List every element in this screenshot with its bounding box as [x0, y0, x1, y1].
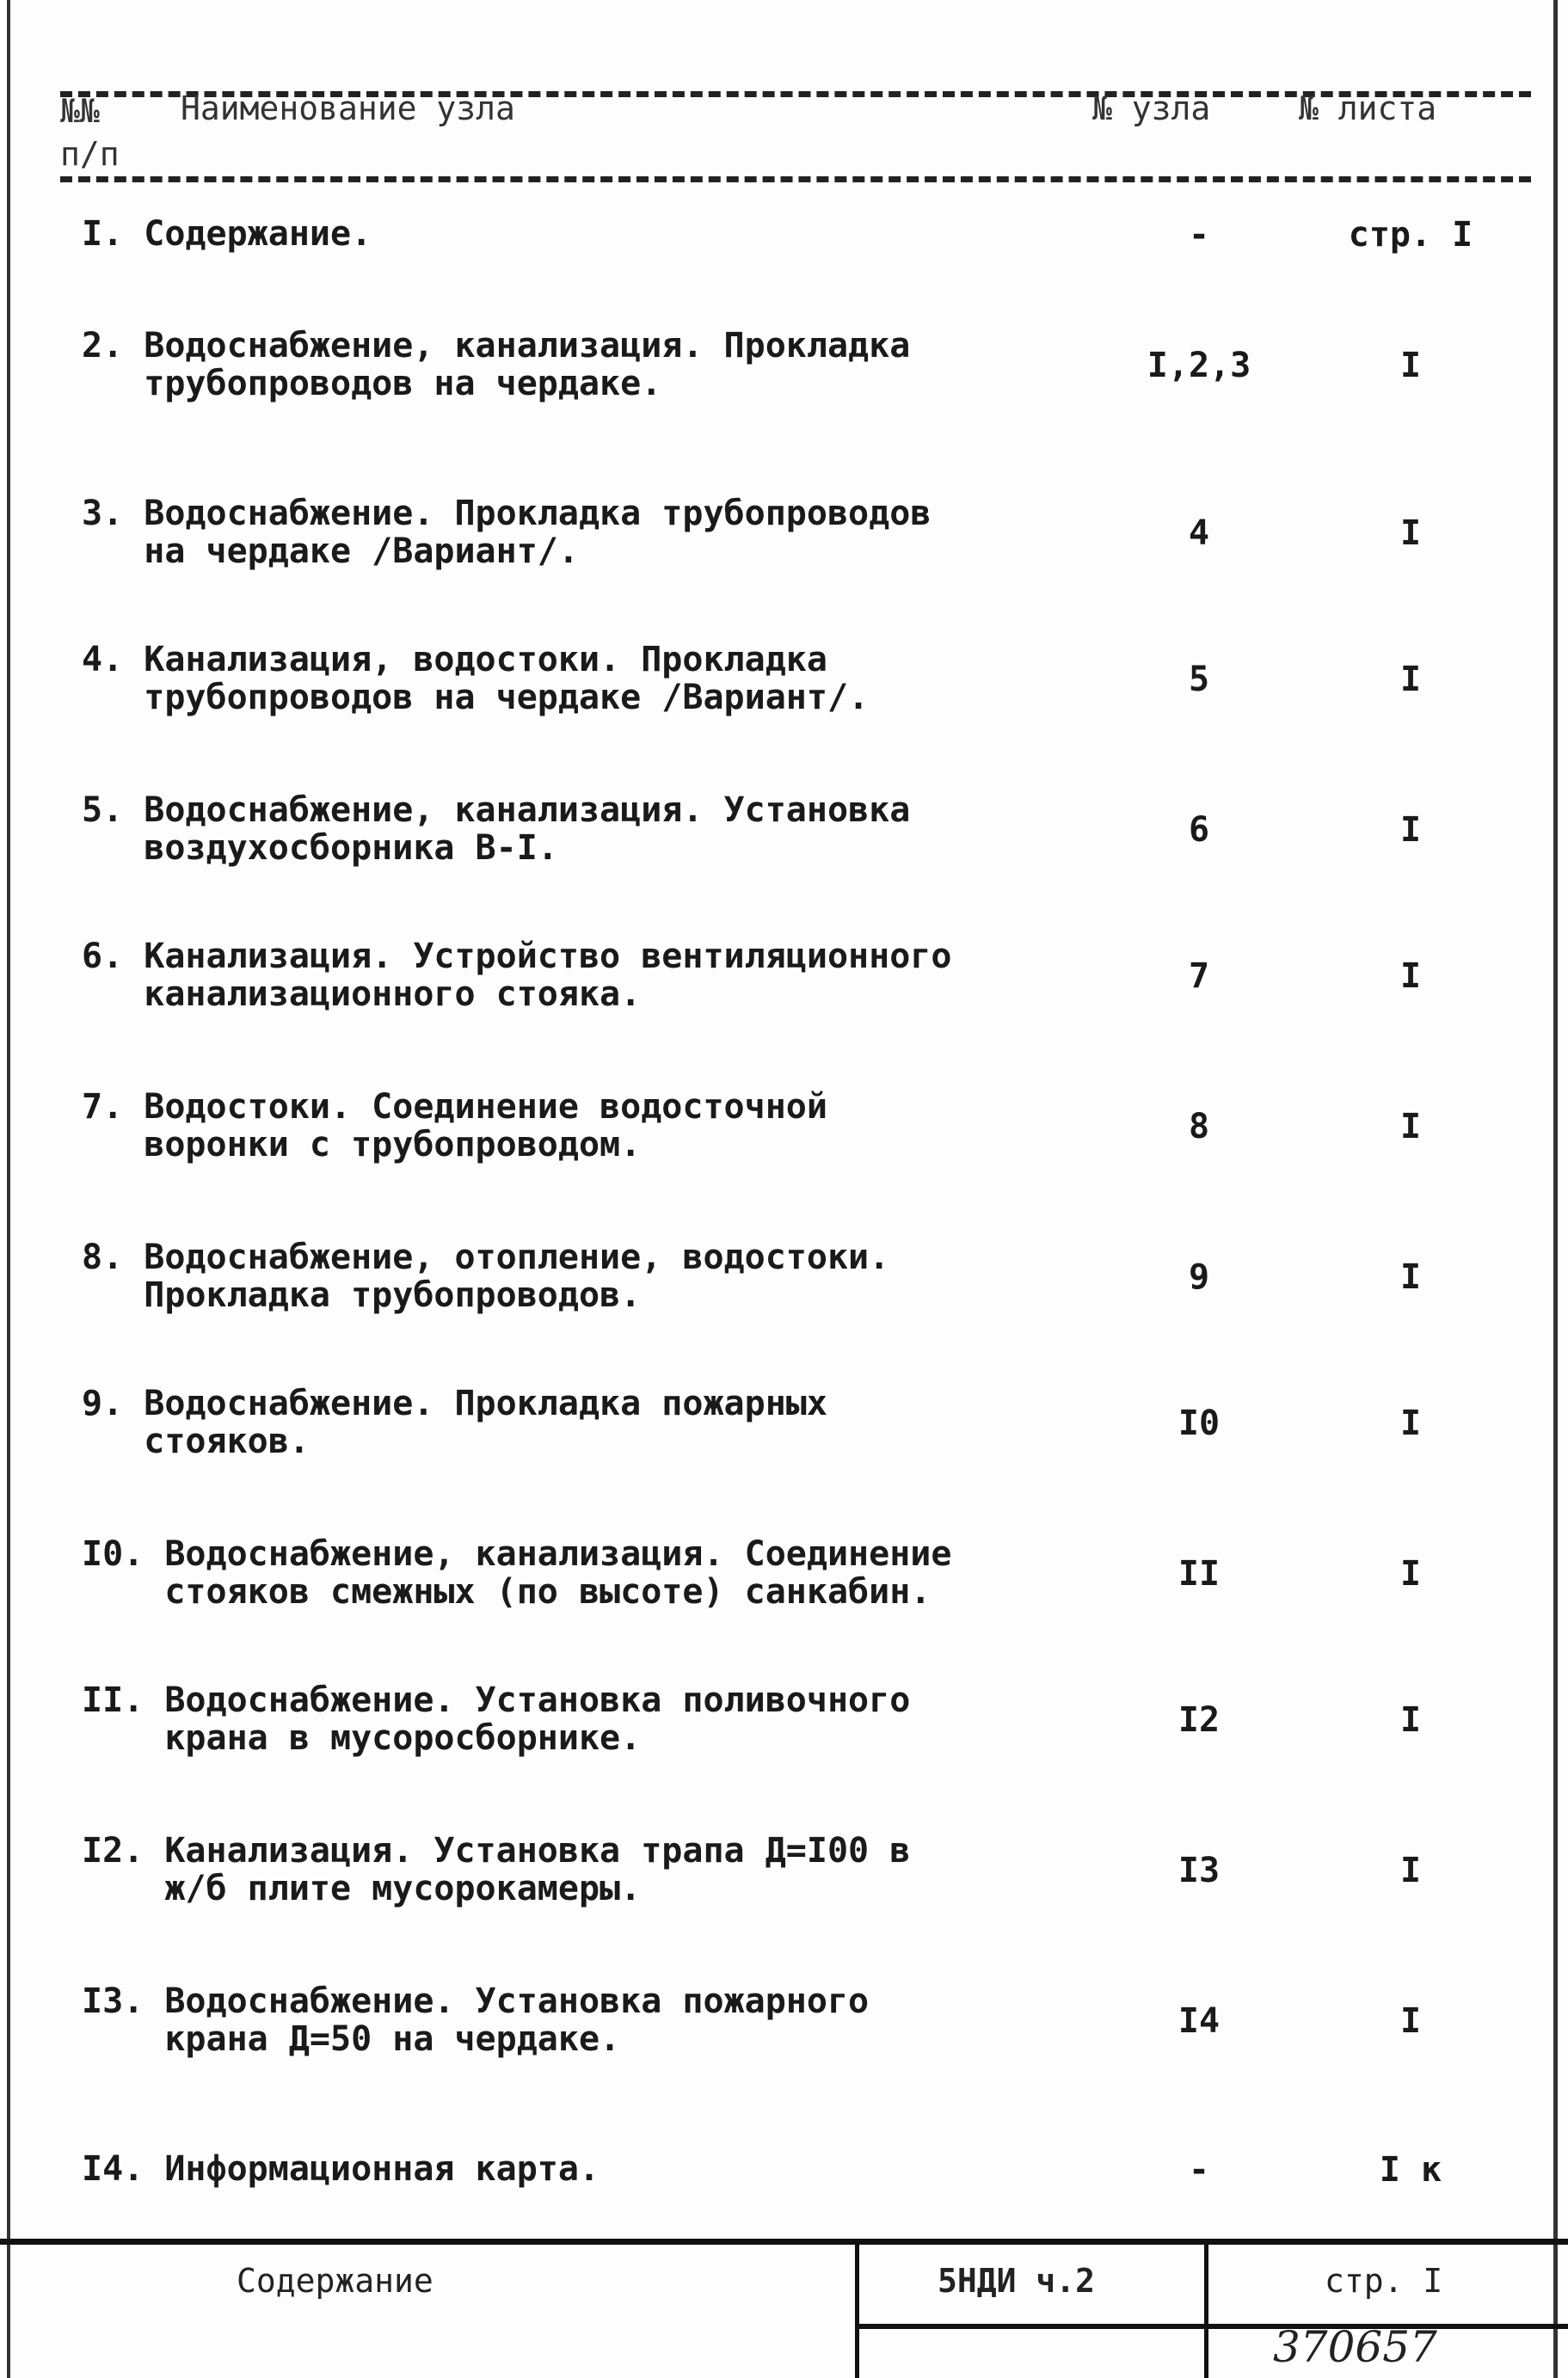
item-node-number: 7 [1188, 956, 1210, 996]
item-title: 3. Водоснабжение. Прокладка трубопроводов на чердаке /Вариант/. [82, 494, 932, 571]
item-sheet-number: I [1399, 1404, 1422, 1443]
footer-page: стр. I [1325, 2262, 1443, 2300]
item-node-number: I2 [1178, 1700, 1221, 1740]
item-title: I0. Водоснабжение, канализация. Соединение стояков смежных (по высоте) санкабин. [82, 1534, 952, 1612]
item-sheet-number: I [1399, 2001, 1422, 2041]
item-title: I3. Водоснабжение. Установка пожарного крана Д=50 на чердаке. [82, 1982, 870, 2059]
item-node-number: I,2,3 [1147, 346, 1251, 385]
item-node-number: I4 [1178, 2001, 1221, 2041]
item-title: 6. Канализация. Устройство вентиляционного канализационного стояка. [82, 937, 952, 1014]
title-block-mid-rule [855, 2324, 1568, 2329]
item-node-number: 5 [1188, 660, 1210, 699]
header-bottom-rule [60, 176, 1531, 182]
page-border-left [7, 0, 10, 2378]
item-title: 4. Канализация, водостоки. Прокладка трубопроводов на чердаке /Вариант/. [82, 640, 870, 717]
header-num: №№ п/п [60, 92, 120, 173]
item-node-number: 4 [1188, 513, 1210, 553]
footer-title: Содержание [237, 2262, 434, 2300]
item-sheet-number: I [1399, 513, 1422, 553]
item-title: I4. Информационная карта. [82, 2149, 600, 2189]
item-node-number: - [1188, 2150, 1210, 2190]
title-block-divider [855, 2239, 859, 2378]
item-node-number: I3 [1178, 1851, 1221, 1890]
title-block-divider [1204, 2239, 1208, 2378]
item-sheet-number: I [1399, 1700, 1422, 1740]
item-node-number: - [1188, 215, 1210, 255]
item-sheet-number: стр. I [1348, 215, 1473, 255]
item-node-number: II [1178, 1554, 1221, 1594]
item-title: I. Содержание. [82, 214, 372, 254]
item-title: I2. Канализация. Установка трапа Д=I00 в ж/б плите мусорокамеры. [82, 1831, 911, 1908]
title-block-top-rule [0, 2239, 1568, 2245]
item-node-number: 6 [1188, 810, 1210, 850]
item-title: II. Водоснабжение. Установка поливочного крана в мусоросборнике. [82, 1681, 911, 1758]
item-title: 8. Водоснабжение, отопление, водостоки. Прокладка трубопроводов. [82, 1238, 890, 1315]
item-sheet-number: I [1399, 810, 1422, 850]
item-title: 5. Водоснабжение, канализация. Установка воздухосборника В-I. [82, 790, 911, 868]
item-title: 7. Водостоки. Соединение водосточной воронки с трубопроводом. [82, 1087, 827, 1164]
footer-code: 5НДИ ч.2 [938, 2262, 1096, 2300]
header-name: Наименование узла [181, 89, 515, 127]
page-border-right [1553, 0, 1558, 2378]
item-node-number: I0 [1178, 1404, 1221, 1443]
inventory-number: 370657 [1273, 2322, 1437, 2372]
item-sheet-number: I [1399, 1851, 1422, 1890]
item-sheet-number: I [1399, 956, 1422, 996]
item-node-number: 8 [1188, 1107, 1210, 1146]
item-node-number: 9 [1188, 1257, 1210, 1297]
item-sheet-number: I [1399, 1107, 1422, 1146]
header-node: № узла [1092, 89, 1211, 127]
item-sheet-number: I к [1379, 2150, 1442, 2190]
item-title: 9. Водоснабжение. Прокладка пожарных стояков. [82, 1384, 827, 1461]
item-sheet-number: I [1399, 660, 1422, 699]
item-sheet-number: I [1399, 346, 1422, 385]
item-title: 2. Водоснабжение, канализация. Прокладка трубопроводов на чердаке. [82, 326, 911, 403]
item-sheet-number: I [1399, 1257, 1422, 1297]
header-sheet: № листа [1299, 89, 1437, 127]
item-sheet-number: I [1399, 1554, 1422, 1594]
